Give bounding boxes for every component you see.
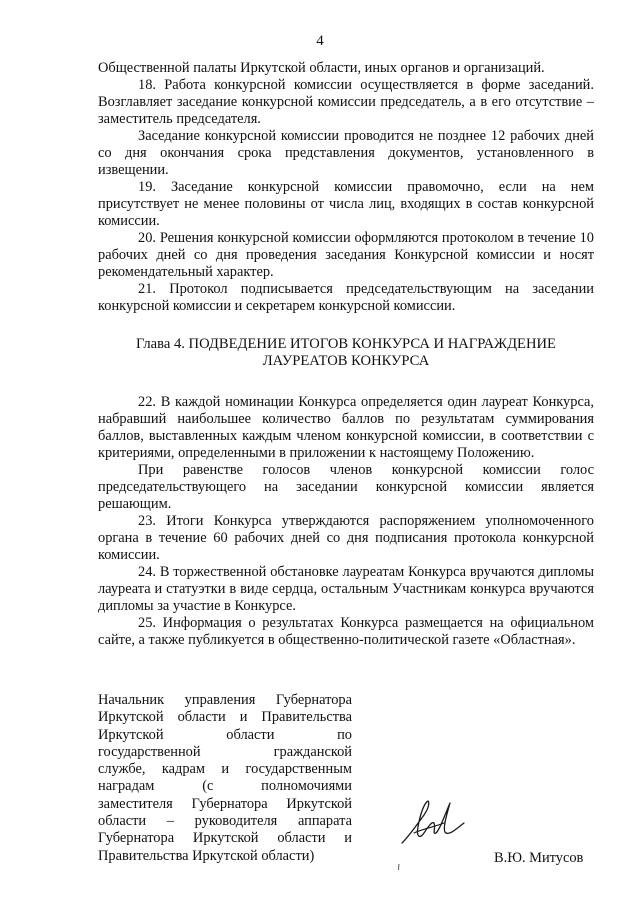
chapter-heading-line-2: ЛАУРЕАТОВ КОНКУРСА (262, 353, 430, 369)
chapter-heading (98, 336, 594, 370)
signatory-title-line: области – руководителя аппарата (98, 813, 352, 830)
paragraph-23: 23. Итоги Конкурса утверждаются распоряжением уполномоченного органа в течение 60 рабочих дней со дня подписания протокола конкурсной комиссии. (98, 513, 594, 563)
document-body (98, 60, 594, 649)
signatory-title-line: Правительства Иркутской области) (98, 847, 315, 864)
signer-name: В.Ю. Митусов (494, 850, 584, 866)
signatory-title-line: Иркутской области и Правительства (98, 709, 352, 726)
paragraph-18: 18. Работа конкурсной комиссии осуществляется в форме заседаний. Возглавляет заседание конкурсной комиссии председатель, а в его отсутствие – заместитель председателя. (98, 77, 594, 127)
paragraph-continuation: Общественной палаты Иркутской области, иных органов и организаций. (98, 60, 545, 76)
ink-mark (397, 864, 401, 870)
paragraph-21: 21. Протокол подписывается председательствующим на заседании конкурсной комиссии и секретарем конкурсной комиссии. (98, 281, 594, 314)
signatory-title-line: Губернатора Иркутской области и (98, 830, 352, 847)
paragraph-22-tie: При равенстве голосов членов конкурсной комиссии голос председательствующего на заседании конкурсной комиссии является решающим. (98, 462, 594, 512)
handwritten-signature (394, 793, 468, 849)
paragraph-19: 19. Заседание конкурсной комиссии правомочно, если на нем присутствует не менее половины от числа лиц, входящих в состав конкурсной комиссии. (98, 179, 594, 229)
signatory-title-line: государственной гражданской (98, 743, 352, 760)
chapter-heading-line-1: Глава 4. ПОДВЕДЕНИЕ ИТОГОВ КОНКУРСА И НАГРАЖДЕНИЕ (136, 336, 556, 352)
paragraph-20: 20. Решения конкурсной комиссии оформляются протоколом в течение 10 рабочих дней со дня проведения заседания Конкурсной комиссии и носят рекомендательный характер. (98, 230, 594, 280)
signatory-title-line: Начальник управления Губернатора (98, 692, 352, 708)
page-number: 4 (316, 33, 324, 49)
signatory-title (98, 692, 352, 865)
signatory-title-line: службе, кадрам и государственным (98, 761, 352, 778)
paragraph-22: 22. В каждой номинации Конкурса определяется один лауреат Конкурса, набравший наибольшее количество баллов по результатам суммирования баллов, выставленных каждым членом конкурсной комиссии, в соответствии с критериями, определенными в приложении к настоящему Положению. (98, 394, 594, 461)
paragraph-25: 25. Информация о результатах Конкурса размещается на официальном сайте, а также публикуется в общественно-политической газете «Областная». (98, 615, 594, 648)
paragraph-18-meeting: Заседание конкурсной комиссии проводится не позднее 12 рабочих дней со дня окончания срока представления документов, установленного в извещении. (98, 128, 594, 178)
signatory-title-line: наградам (с полномочиями (98, 778, 352, 795)
paragraph-24: 24. В торжественной обстановке лауреатам Конкурса вручаются дипломы лауреата и статуэтки в виде сердца, остальным Участникам конкурса вручаются дипломы за участие в Конкурсе. (98, 564, 594, 614)
signatory-title-line: заместителя Губернатора Иркутской (98, 795, 352, 812)
signatory-title-line: Иркутской области по (98, 726, 352, 743)
